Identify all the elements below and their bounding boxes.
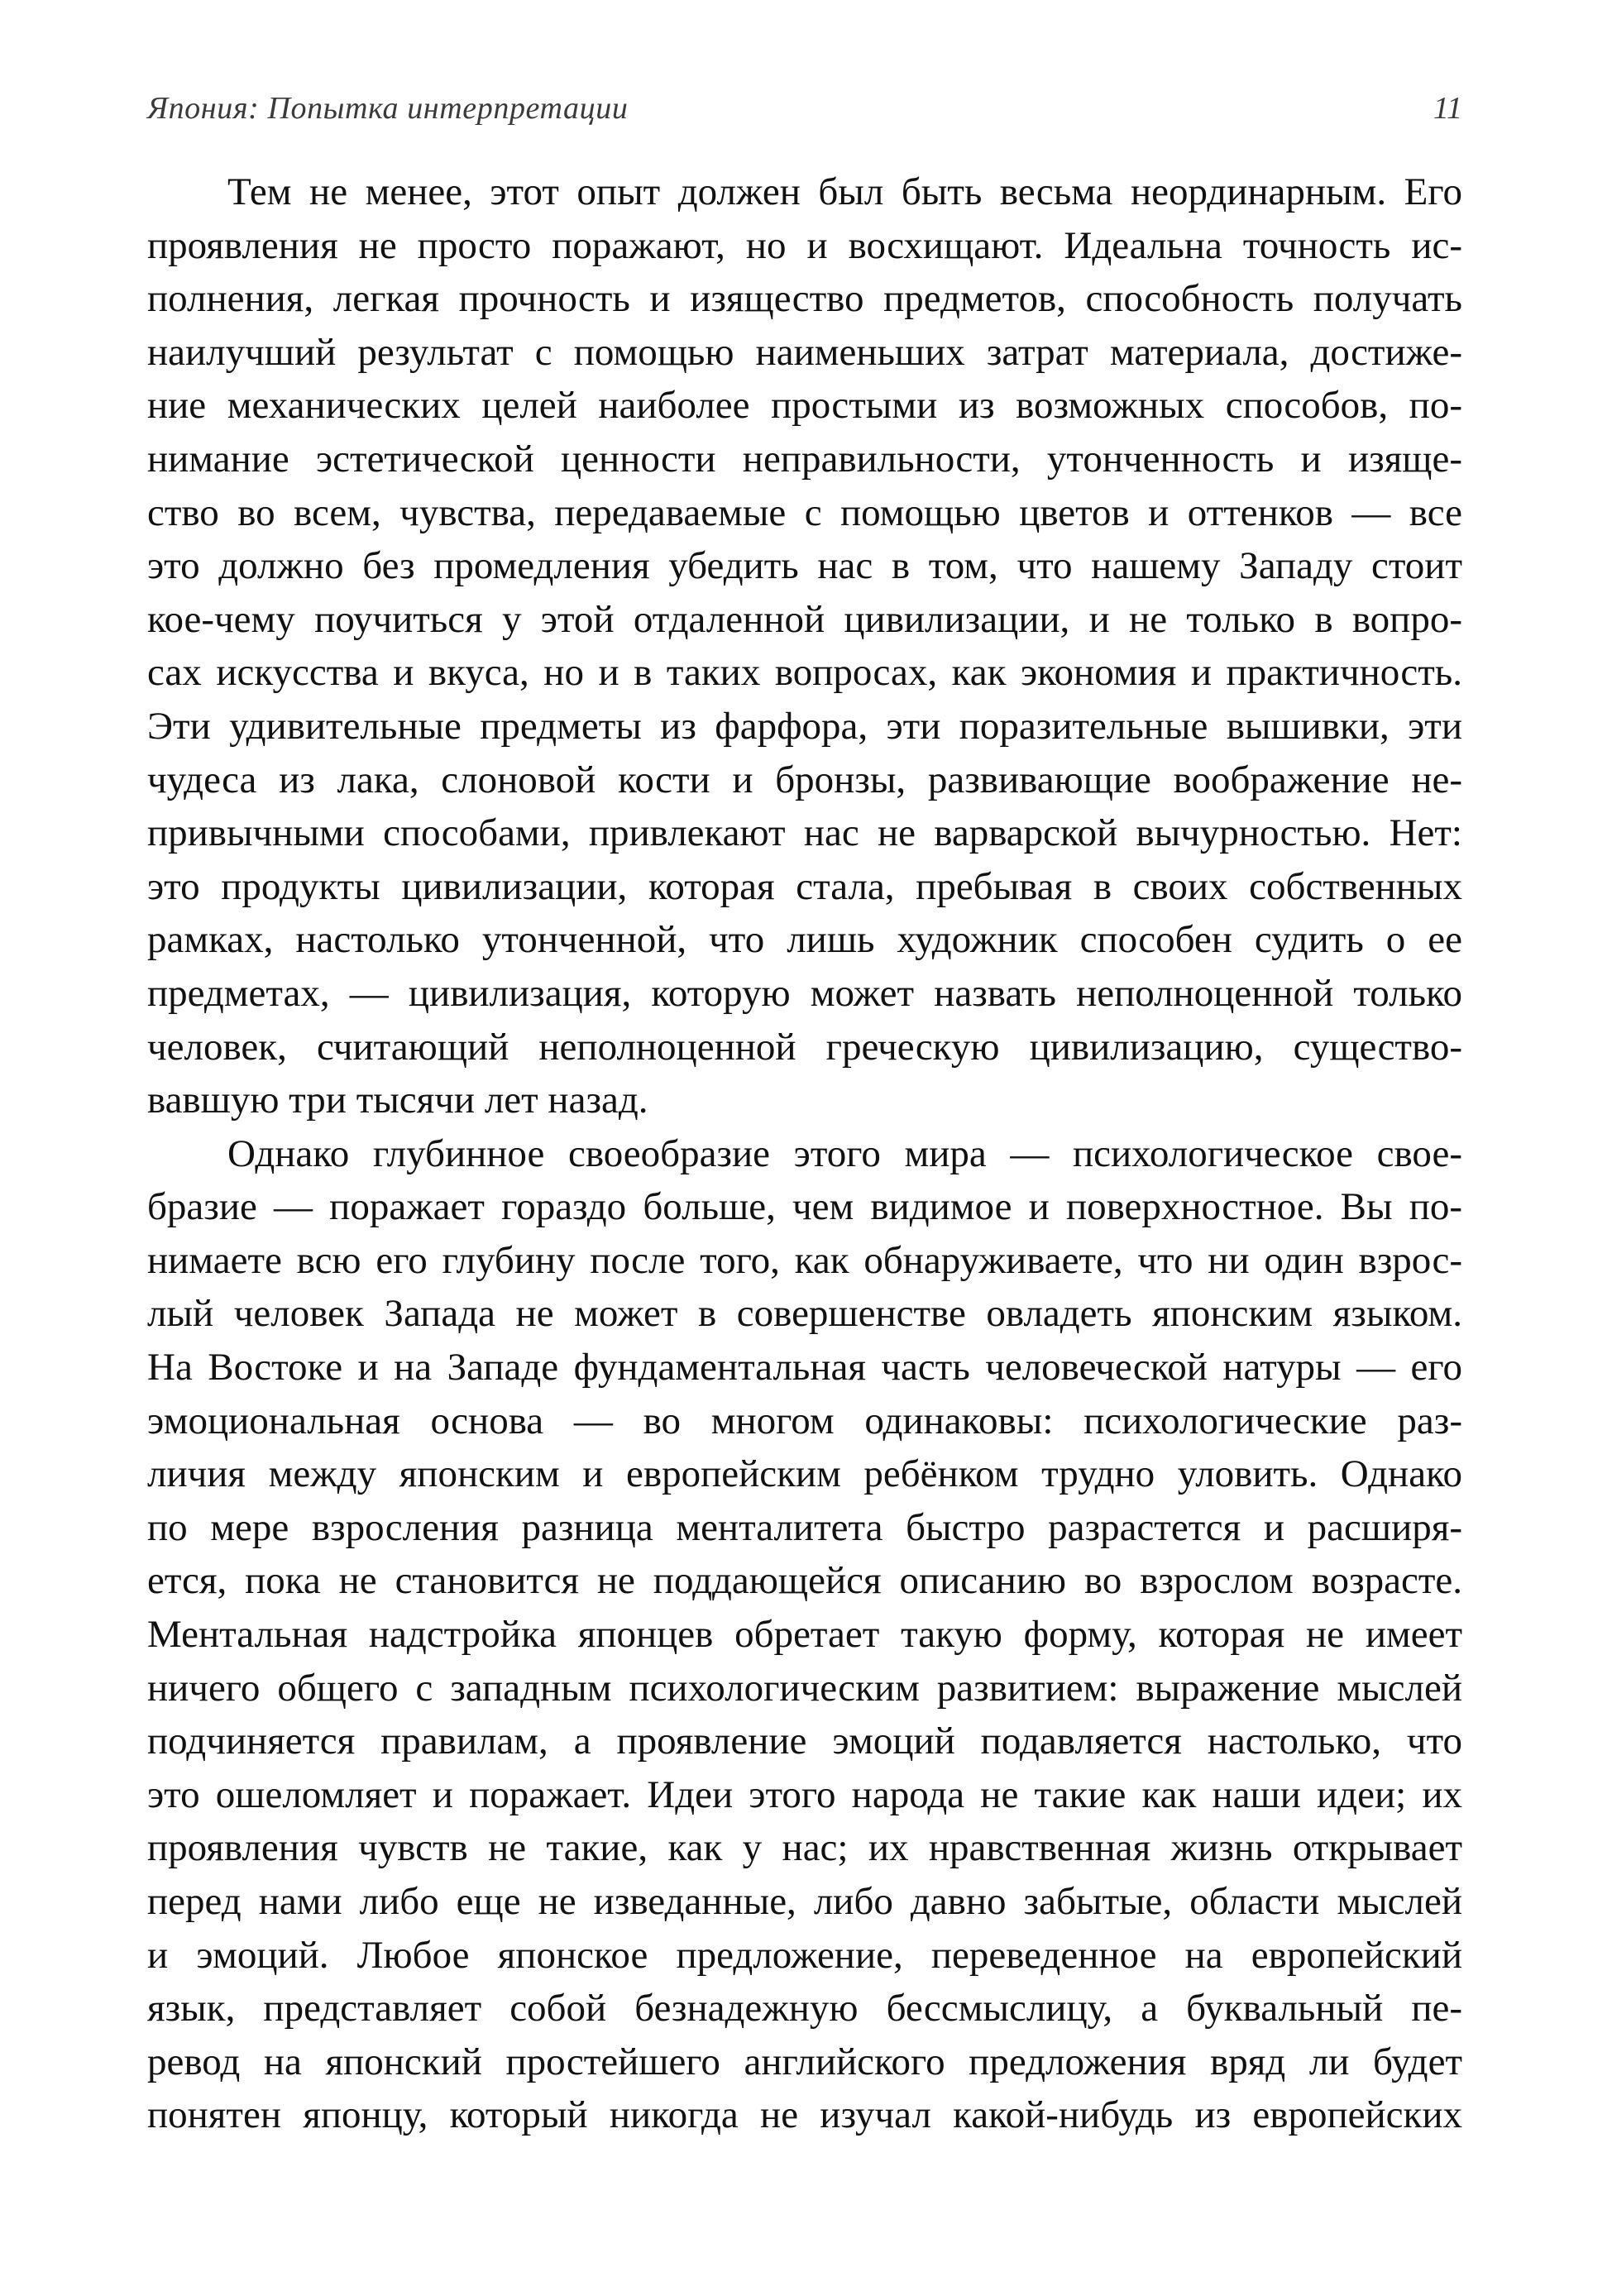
text-line: рамках, настолько утонченной, что лишь художник способен судить о ее — [147, 918, 1462, 962]
text-line: личия между японским и европейским ребёнком трудно уловить. Однако — [147, 1452, 1462, 1496]
running-head — [147, 88, 1462, 129]
text-line: Однако глубинное своеобразие этого мира — психологическое свое- — [227, 1131, 1462, 1175]
text-line: ство во всем, чувства, передаваемые с помощью цветов и оттенков — все — [147, 490, 1462, 534]
text-line: язык, представляет собой безнадежную бессмыслицу, а буквальный пе- — [147, 1987, 1462, 2031]
text-line: эмоциональная основа — во многом одинаковы: психологические раз- — [147, 1399, 1462, 1442]
text-line: наилучший результат с помощью наименьших затрат материала, достиже- — [147, 330, 1462, 374]
body-text — [147, 165, 1462, 2142]
text-line: предметах, — цивилизация, которую может назвать неполноценной только — [147, 971, 1462, 1015]
text-line: понятен японцу, который никогда не изучал какой-нибудь из европейских — [147, 2093, 1462, 2137]
text-line: Эти удивительные предметы из фарфора, эти поразительные вышивки, эти — [147, 704, 1462, 748]
text-line: проявления чувств не такие, как у нас; их нравственная жизнь открывает — [147, 1826, 1462, 1870]
text-line: ревод на японский простейшего английского предложения вряд ли будет — [147, 2040, 1462, 2083]
text-line: проявления не просто поражают, но и восхищают. Идеальна точность ис- — [147, 223, 1462, 267]
text-line: чудеса из лака, слоновой кости и бронзы, развивающие воображение не- — [147, 758, 1462, 801]
text-line: и эмоций. Любое японское предложение, переведенное на европейский — [147, 1933, 1462, 1977]
text-line: нимание эстетической ценности неправильности, утонченность и изяще- — [147, 437, 1462, 481]
text-line: перед нами либо еще не изведанные, либо давно забытые, области мыслей — [147, 1880, 1462, 1923]
text-line: бразие — поражает гораздо больше, чем видимое и поверхностное. Вы по- — [147, 1185, 1462, 1229]
text-line: по мере взросления разница менталитета быстро разрастется и расширя- — [147, 1505, 1462, 1549]
running-head-title: Япония: Попытка интерпретации — [147, 91, 629, 126]
page-number: 11 — [1433, 91, 1462, 126]
text-line: ничего общего с западным психологическим развитием: выражение мыслей — [147, 1666, 1462, 1710]
text-line: На Востоке и на Западе фундаментальная часть человеческой натуры — его — [147, 1346, 1462, 1390]
text-line: подчиняется правилам, а проявление эмоций подавляется настолько, что — [147, 1720, 1462, 1763]
text-line: кое-чему поучиться у этой отдаленной цивилизации, и не только в вопро- — [147, 597, 1462, 641]
text-line: ние механических целей наиболее простыми из возможных способов, по- — [147, 384, 1462, 428]
text-line: это ошеломляет и поражает. Идеи этого народа не такие как наши идеи; их — [147, 1772, 1462, 1816]
text-line: Тем не менее, этот опыт должен был быть весьма неординарным. Его — [227, 170, 1462, 213]
text-line: ется, пока не становится не поддающейся описанию во взрослом возрасте. — [147, 1559, 1462, 1603]
text-line: Ментальная надстройка японцев обретает такую форму, которая не имеет — [147, 1613, 1462, 1657]
text-line: это должно без промедления убедить нас в том, что нашему Западу стоит — [147, 544, 1462, 588]
text-line: привычными способами, привлекают нас не варварской вычурностью. Нет: — [147, 811, 1462, 855]
paragraph-1 — [147, 165, 1462, 1127]
text-line: это продукты цивилизации, которая стала, пребывая в своих собственных — [147, 864, 1462, 908]
text-line: лый человек Запада не может в совершенстве овладеть японским языком. — [147, 1292, 1462, 1336]
text-line: полнения, легкая прочность и изящество предметов, способность получать — [147, 277, 1462, 321]
text-line: человек, считающий неполноценной греческую цивилизацию, существо- — [147, 1025, 1462, 1069]
text-line: вавшую три тысячи лет назад. — [147, 1079, 648, 1122]
paragraph-2 — [147, 1127, 1462, 2142]
text-line: сах искусства и вкуса, но и в таких вопросах, как экономия и практичность. — [147, 651, 1462, 695]
text-line: нимаете всю его глубину после того, как обнаруживаете, что ни один взрос- — [147, 1238, 1462, 1282]
